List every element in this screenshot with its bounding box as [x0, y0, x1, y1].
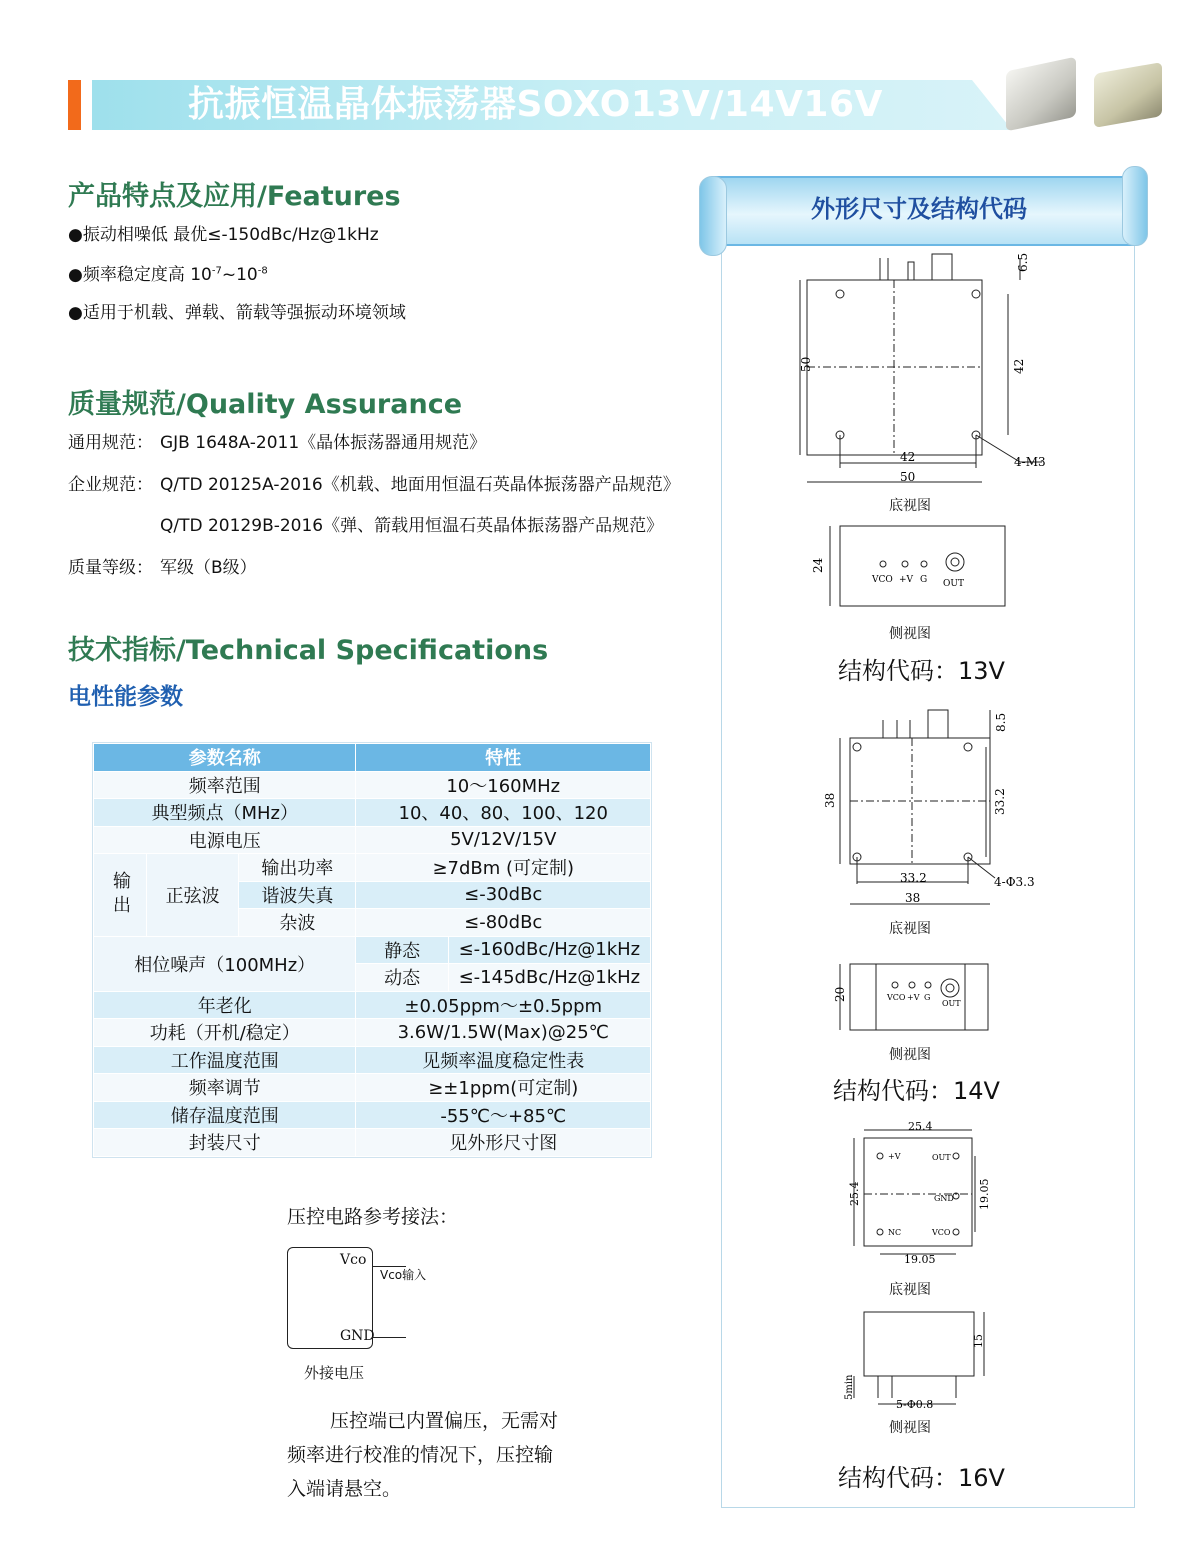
table-cell: 频率调节 [94, 1074, 356, 1102]
dim-label: 6.5 [1016, 252, 1030, 272]
external-voltage-label: 外接电压 [304, 1364, 365, 1382]
pin-label: OUT [943, 579, 964, 589]
drawing-14v-bottom [810, 700, 1060, 910]
table-cell: 正弦波 [147, 854, 239, 937]
table-cell: 工作温度范围 [94, 1046, 356, 1074]
feature-item: ●适用于机载、弹载、箭载等强振动环境领域 [68, 303, 406, 323]
table-row [94, 854, 651, 882]
table-row [94, 1074, 651, 1102]
table-cell: ≤-80dBc [356, 909, 651, 937]
enterprise-spec-value: Q/TD 20129B-2016《弹、箭载用恒温石英晶体振荡器产品规范》 [160, 516, 664, 536]
table-cell: 封装尺寸 [94, 1129, 356, 1157]
vco-note-line: 压控端已内置偏压，无需对 [330, 1410, 559, 1432]
tech-heading: 技术指标/Technical Specifications [68, 635, 549, 666]
feature-item: ●频率稳定度高 $10^{-7}\sim 10^{-8}$ [68, 265, 268, 285]
caption-side-view: 侧视图 [889, 1047, 931, 1063]
table-row [94, 799, 651, 827]
table-cell: ≥±1ppm(可定制) [356, 1074, 651, 1102]
quality-grade-label: 质量等级： [68, 558, 153, 578]
product-photo-2 [1094, 62, 1162, 128]
pin-label: G [924, 993, 931, 1002]
table-cell: 5V/12V/15V [356, 826, 651, 854]
vco-pin-label: Vco [340, 1252, 367, 1268]
table-cell: ≤-30dBc [356, 881, 651, 909]
table-cell: 电源电压 [94, 826, 356, 854]
dim-label: 38 [823, 792, 837, 808]
table-row [94, 771, 651, 799]
general-spec-value: GJB 1648A-2011《晶体振荡器通用规范》 [160, 433, 487, 453]
structure-code-13v: 结构代码：13V [838, 657, 1005, 685]
table-cell: 频率范围 [94, 771, 356, 799]
dim-label: 19.05 [978, 1178, 991, 1210]
product-photo-1 [1006, 57, 1076, 132]
dim-label: 15 [972, 1334, 985, 1348]
vco-input-label: Vco输入 [380, 1268, 427, 1282]
dim-label: 19.05 [904, 1253, 936, 1266]
general-spec-label: 通用规范： [68, 433, 153, 453]
table-cell: 功耗（开机/稳定） [94, 1019, 356, 1047]
table-cell: 谐波失真 [239, 881, 356, 909]
dim-label: 38 [905, 891, 921, 905]
dim-label: 5-Φ0.8 [896, 1398, 934, 1411]
pin-label: NC [888, 1228, 902, 1237]
table-cell: ≤-160dBc/Hz@1kHz [448, 936, 650, 964]
table-header-row [94, 744, 651, 772]
features-heading: 产品特点及应用/Features [68, 181, 401, 212]
table-cell: 见外形尺寸图 [356, 1129, 651, 1157]
gnd-wire [372, 1337, 406, 1338]
table-row [94, 991, 651, 1019]
outline-banner-title: 外形尺寸及结构代码 [811, 195, 1027, 223]
table-cell: 10～160MHz [356, 771, 651, 799]
dim-label: 25.4 [848, 1181, 861, 1206]
dim-label: 42 [1012, 358, 1026, 374]
gnd-pin-label: GND [340, 1328, 375, 1344]
structure-code-16v: 结构代码：16V [838, 1464, 1005, 1492]
pin-label: VCO [932, 1228, 951, 1237]
drawing-16v-side [836, 1306, 996, 1416]
pin-label: OUT [942, 999, 961, 1008]
pin-label: GND [934, 1194, 954, 1203]
dim-label: 20 [833, 986, 847, 1002]
table-row [94, 1129, 651, 1157]
table-cell: 见频率温度稳定性表 [356, 1046, 651, 1074]
table-cell: 静态 [356, 936, 448, 964]
drawing-16v-bottom [840, 1118, 1000, 1268]
table-row [94, 1019, 651, 1047]
table-cell: 动态 [356, 964, 448, 992]
dim-label: 33.2 [993, 788, 1007, 815]
dim-label: 42 [900, 450, 916, 464]
banner-scroll-right [1122, 166, 1148, 246]
table-row [94, 936, 651, 964]
table-header-cell: 参数名称 [94, 744, 356, 772]
table-cell: 10、40、80、100、120 [356, 799, 651, 827]
pin-label: +V [888, 1152, 901, 1161]
caption-side-view: 侧视图 [889, 1420, 931, 1436]
table-cell: 年老化 [94, 991, 356, 1019]
electrical-subheading: 电性能参数 [68, 684, 183, 710]
quality-heading: 质量规范/Quality Assurance [68, 389, 463, 420]
pin-label: VCO [887, 993, 906, 1002]
table-cell: ≥7dBm (可定制) [356, 854, 651, 882]
dim-label: 25.4 [908, 1120, 933, 1133]
table-cell: 典型频点（MHz） [94, 799, 356, 827]
drawing-14v-side [820, 958, 1020, 1038]
spec-table [93, 743, 651, 1157]
dim-label: 4-Φ3.3 [994, 875, 1035, 889]
dim-label: 5min [844, 1374, 855, 1400]
dim-label: 24 [811, 557, 825, 573]
table-cell: 输出 [94, 854, 147, 937]
dim-label: 50 [799, 356, 813, 372]
page-title: 抗振恒温晶体振荡器SOXO13V/14V16V [188, 84, 883, 125]
caption-bottom-view: 底视图 [889, 921, 931, 937]
pin-label: +V [899, 575, 914, 585]
drawing-13v-side [800, 518, 1020, 618]
caption-bottom-view: 底视图 [889, 498, 931, 514]
dim-label: 4-M3 [1014, 455, 1046, 469]
caption-bottom-view: 底视图 [889, 1282, 931, 1298]
table-cell: -55℃～+85℃ [356, 1101, 651, 1129]
dim-label: 50 [900, 470, 916, 484]
table-header-cell: 特性 [356, 744, 651, 772]
table-cell: ±0.05ppm～±0.5ppm [356, 991, 651, 1019]
enterprise-spec-value: Q/TD 20125A-2016《机载、地面用恒温石英晶体振荡器产品规范》 [160, 475, 680, 495]
dim-label: 8.5 [994, 712, 1008, 732]
caption-side-view: 侧视图 [889, 626, 931, 642]
vco-note-line: 入端请悬空。 [287, 1478, 402, 1500]
table-cell: 相位噪声（100MHz） [94, 936, 356, 991]
table-row [94, 1046, 651, 1074]
table-cell: 杂波 [239, 909, 356, 937]
quality-grade-value: 军级（B级） [160, 558, 257, 578]
pin-label: OUT [932, 1153, 951, 1162]
table-row [94, 1101, 651, 1129]
pin-label: VCO [872, 575, 893, 585]
pin-label: +V [907, 993, 920, 1002]
table-cell: 3.6W/1.5W(Max)@25℃ [356, 1019, 651, 1047]
structure-code-14v: 结构代码：14V [833, 1077, 1000, 1105]
header-accent-bar [68, 80, 81, 130]
vco-circuit-title: 压控电路参考接法： [287, 1206, 459, 1228]
drawing-13v-bottom [780, 250, 1070, 520]
vco-note-line: 频率进行校准的情况下，压控输 [287, 1444, 554, 1466]
table-cell: ≤-145dBc/Hz@1kHz [448, 964, 650, 992]
table-cell: 输出功率 [239, 854, 356, 882]
table-cell: 储存温度范围 [94, 1101, 356, 1129]
table-row [94, 826, 651, 854]
pin-label: G [920, 575, 928, 585]
dim-label: 33.2 [900, 871, 927, 885]
feature-item: ●振动相噪低 最优≤-150dBc/Hz@1kHz [68, 225, 379, 245]
enterprise-spec-label: 企业规范： [68, 475, 153, 495]
